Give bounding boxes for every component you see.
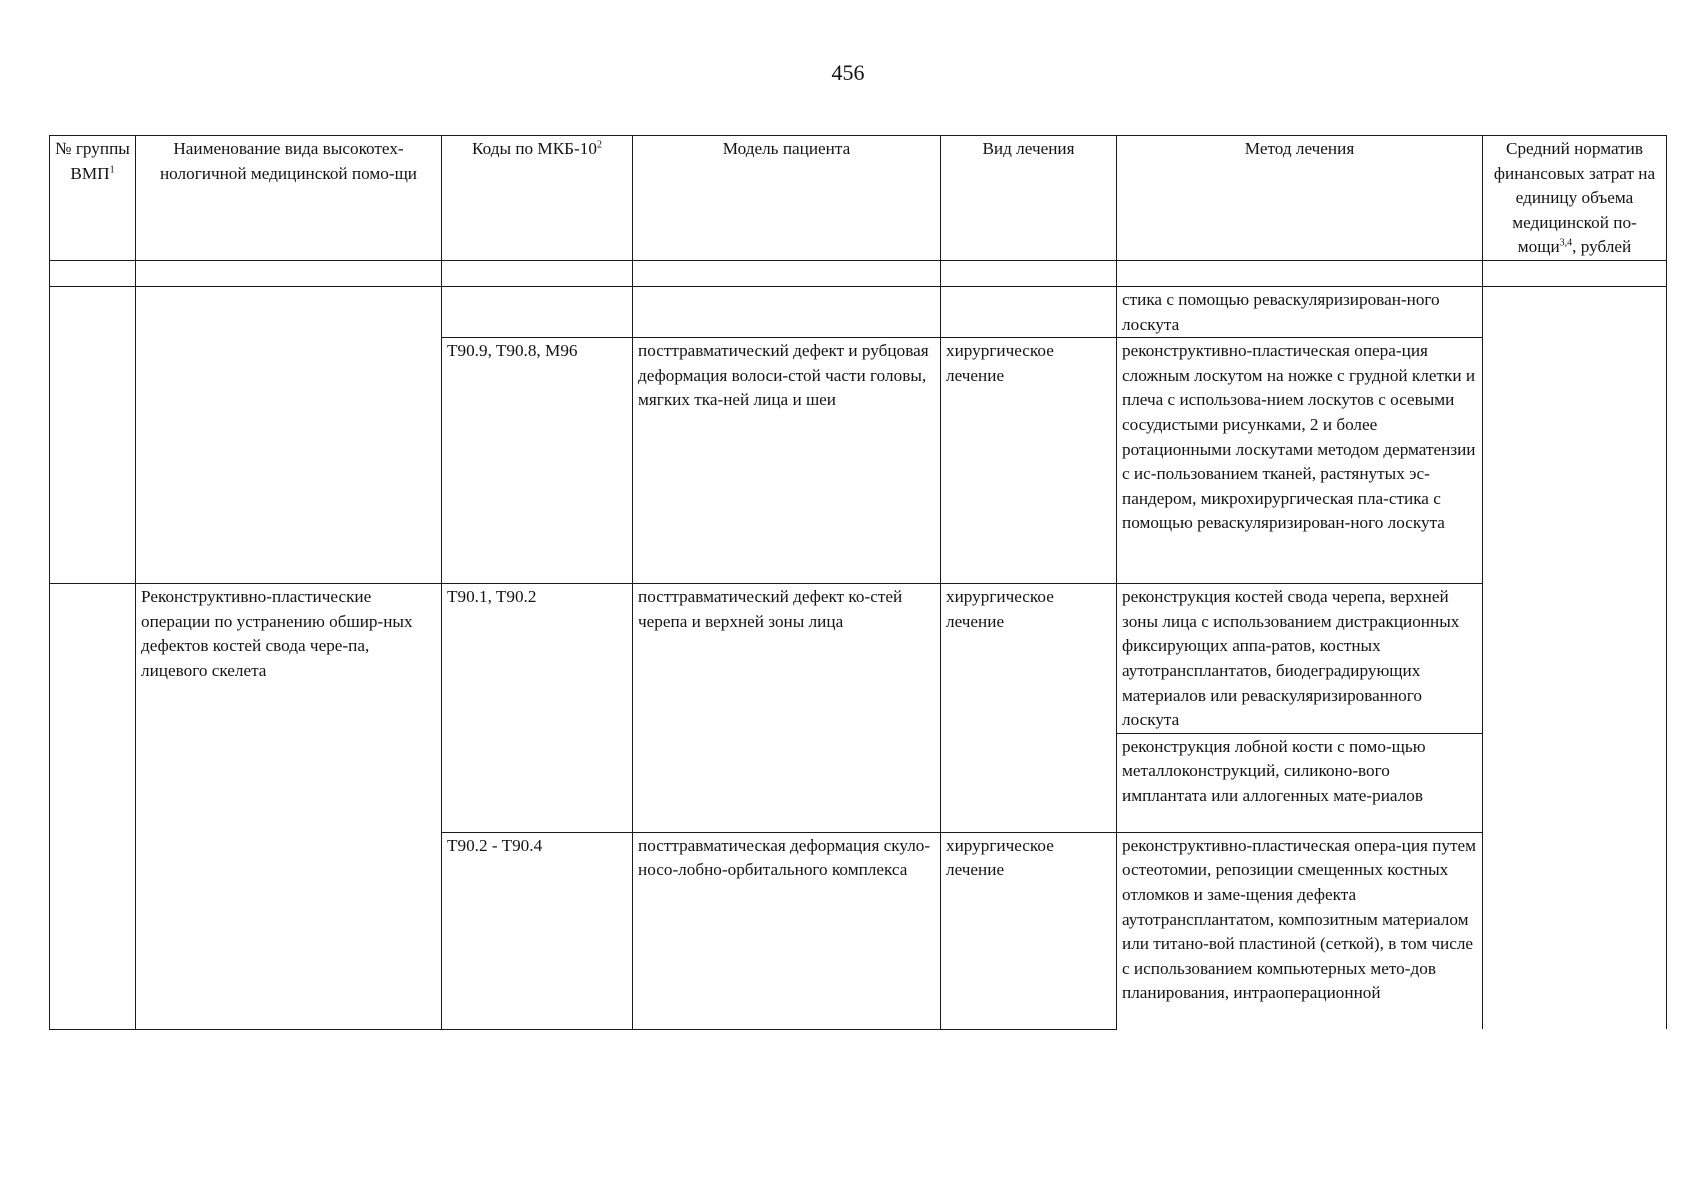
table-row (50, 286, 1667, 337)
table-header-row (50, 136, 1667, 261)
column-number-cell (941, 260, 1117, 286)
treatment-method-cell: реконструктивно-пластическая опера-ция сложным лоскутом на ножке с грудной клетки и плеча с использова-нием лоскутов с осевыми сосудистыми рисунками, 2 и более ротационными лоскутами методом дерматензии с ис-пользованием тканей, растянутых эс-пандером, микрохирургическая пла-стика с помощью реваскуляризирован-ного лоскута (1117, 338, 1483, 584)
vmp-table (49, 135, 1667, 1030)
treatment-method-cell: стика с помощью реваскуляризирован-ного лоскута (1117, 286, 1483, 337)
treatment-method-cell: реконструктивно-пластическая опера-ция путем остеотомии, репозиции смещенных костных отломков и заме-щения дефекта аутотрансплантатом, композитным материалом или титано-вой пластиной (сеткой), в том числе с использованием компьютерных мето-дов планирования, интраоперационной (1117, 832, 1483, 1029)
column-number-cell (633, 260, 941, 286)
treatment-type-cell: хирургическое лечение (941, 832, 1117, 1029)
header-patient-model: Модель пациента (633, 136, 941, 261)
page-number: 456 (831, 60, 865, 85)
group-number-cell (50, 584, 136, 1030)
header-group-number: № группы ВМП$^1$ (50, 136, 136, 261)
patient-model-cell (633, 286, 941, 337)
column-number-cell (1483, 260, 1667, 286)
patient-model-cell: посттравматическая деформация скуло-носо-лобно-орбитального комплекса (633, 832, 941, 1029)
column-number-cell (136, 260, 442, 286)
group-number-cell (50, 286, 136, 583)
column-number-row (50, 260, 1667, 286)
column-number-cell (50, 260, 136, 286)
treatment-method-cell: реконструкция костей свода черепа, верхней зоны лица с использованием дистракционных фиксирующих аппа-ратов, костных аутотрансплантатов, биодеградирующих материалов или реваскуляризированного лоскута (1117, 584, 1483, 734)
header-cost-standard: Средний норматив финансовых затрат на единицу объема медицинской по-мощи$^{3,4}$, рублей (1483, 136, 1667, 261)
icd-codes-cell: T90.9, T90.8, M96 (442, 338, 633, 584)
care-type-name-cell (136, 286, 442, 583)
treatment-method-cell: реконструкция лобной кости с помо-щью металлоконструкций, силиконо-вого имплантата или аллогенных мате-риалов (1117, 733, 1483, 832)
treatment-type-cell: хирургическое лечение (941, 338, 1117, 584)
cost-standard-cell (1483, 286, 1667, 1029)
care-type-name-cell: Реконструктивно-пластические операции по устранению обшир-ных дефектов костей свода чере-па, лицевого скелета (136, 584, 442, 1030)
treatment-type-cell (941, 286, 1117, 337)
header-treatment-method: Метод лечения (1117, 136, 1483, 261)
table-row (50, 584, 1667, 734)
icd-codes-cell (442, 286, 633, 337)
patient-model-cell: посттравматический дефект ко-стей черепа и верхней зоны лица (633, 584, 941, 833)
header-icd-codes: Коды по МКБ-$10^2$ (442, 136, 633, 261)
icd-codes-cell: T90.1, T90.2 (442, 584, 633, 833)
header-treatment-type: Вид лечения (941, 136, 1117, 261)
treatment-type-cell: хирургическое лечение (941, 584, 1117, 833)
patient-model-cell: посттравматический дефект и рубцовая деформация волоси-стой части головы, мягких тка-ней лица и шеи (633, 338, 941, 584)
column-number-cell (442, 260, 633, 286)
icd-codes-cell: T90.2 - T90.4 (442, 832, 633, 1029)
header-care-type-name: Наименование вида высокотех-нологичной медицинской помо-щи (136, 136, 442, 261)
column-number-cell (1117, 260, 1483, 286)
